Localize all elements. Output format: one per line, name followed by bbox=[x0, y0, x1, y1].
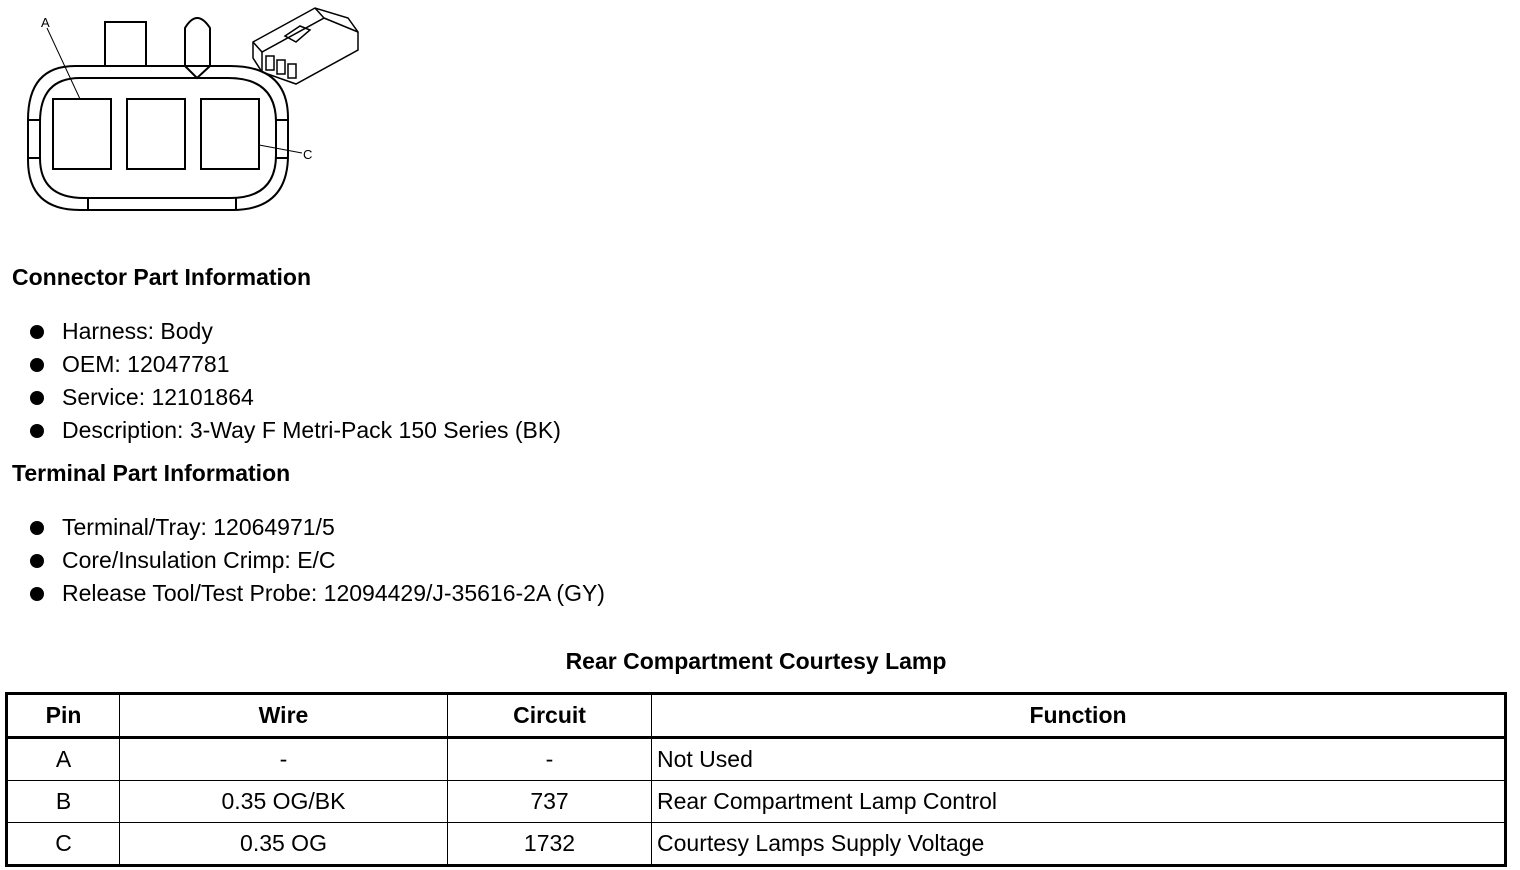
cavity-c bbox=[201, 99, 259, 169]
terminal-info-list bbox=[30, 511, 605, 610]
function-cell: Not Used bbox=[652, 738, 1506, 781]
connector-diagram bbox=[0, 0, 380, 225]
cavity-b bbox=[127, 99, 185, 169]
wire-cell: 0.35 OG bbox=[120, 823, 448, 866]
connector-iso-icon bbox=[253, 8, 358, 84]
table-row bbox=[7, 823, 1506, 866]
table-header-row bbox=[7, 694, 1506, 738]
connector-info-heading: Connector Part Information bbox=[12, 264, 312, 290]
terminal-info-heading: Terminal Part Information bbox=[12, 460, 291, 486]
list-item: OEM: 12047781 bbox=[30, 348, 561, 381]
circuit-cell: - bbox=[448, 738, 652, 781]
circuit-cell: 737 bbox=[448, 781, 652, 823]
pinout-table bbox=[5, 692, 1507, 867]
circuit-cell: 1732 bbox=[448, 823, 652, 866]
wire-cell: 0.35 OG/BK bbox=[120, 781, 448, 823]
pin-cell: A bbox=[7, 738, 120, 781]
list-item: Harness: Body bbox=[30, 315, 561, 348]
list-item: Core/Insulation Crimp: E/C bbox=[30, 544, 605, 577]
pin-a-label: A bbox=[41, 15, 50, 30]
function-cell: Courtesy Lamps Supply Voltage bbox=[652, 823, 1506, 866]
list-item: Terminal/Tray: 12064971/5 bbox=[30, 511, 605, 544]
column-header-function: Function bbox=[652, 694, 1506, 738]
table-row bbox=[7, 738, 1506, 781]
table-row bbox=[7, 781, 1506, 823]
column-header-wire: Wire bbox=[120, 694, 448, 738]
list-item: Description: 3-Way F Metri-Pack 150 Series (BK) bbox=[30, 414, 561, 447]
pin-cell: B bbox=[7, 781, 120, 823]
table-title: Rear Compartment Courtesy Lamp bbox=[565, 648, 947, 674]
cavity-a bbox=[53, 99, 111, 169]
lock-tab-pointed bbox=[185, 18, 210, 66]
list-item: Release Tool/Test Probe: 12094429/J-35616-2A (GY) bbox=[30, 577, 605, 610]
wire-cell: - bbox=[120, 738, 448, 781]
function-cell: Rear Compartment Lamp Control bbox=[652, 781, 1506, 823]
pin-cell: C bbox=[7, 823, 120, 866]
column-header-pin: Pin bbox=[7, 694, 120, 738]
list-item: Service: 12101864 bbox=[30, 381, 561, 414]
pin-c-label: C bbox=[303, 147, 313, 162]
lock-tab-square bbox=[105, 22, 146, 66]
connector-info-list bbox=[30, 315, 561, 447]
column-header-circuit: Circuit bbox=[448, 694, 652, 738]
